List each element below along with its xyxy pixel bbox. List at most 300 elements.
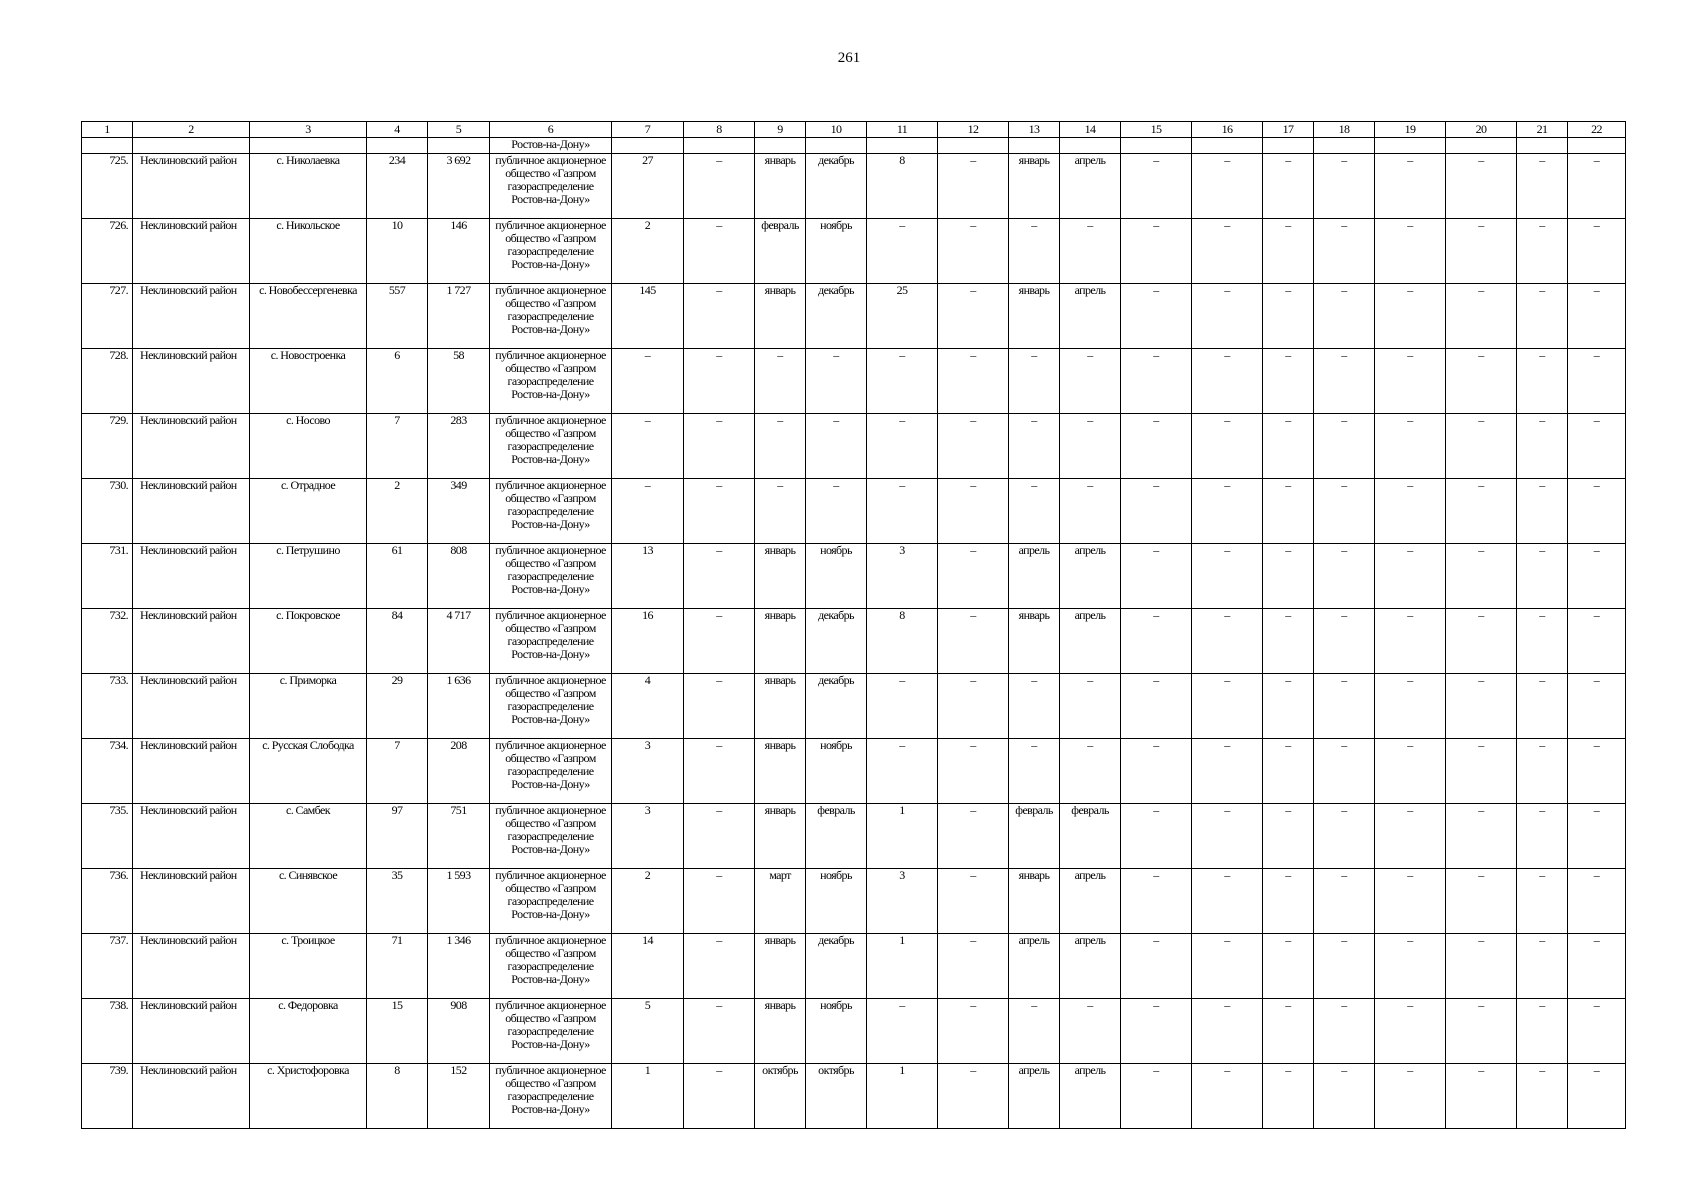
- col-13-month-cell: –: [1009, 414, 1060, 479]
- col-18-value-cell: –: [1314, 544, 1375, 609]
- col-9-month-cell: февраль: [755, 219, 806, 284]
- header-cell-6: 6: [490, 122, 612, 138]
- continuation-empty-cell: [1121, 138, 1192, 154]
- col-18-value-cell: –: [1314, 674, 1375, 739]
- col-21-value-cell: –: [1517, 154, 1568, 219]
- col-22-value-cell: –: [1568, 674, 1626, 739]
- row-number-cell: 735.: [82, 804, 133, 869]
- header-cell-22: 22: [1568, 122, 1626, 138]
- col-7-value-cell: 2: [612, 219, 684, 284]
- header-cell-5: 5: [428, 122, 490, 138]
- col-12-value-cell: –: [938, 154, 1009, 219]
- col-22-value-cell: –: [1568, 609, 1626, 674]
- col-10-month-cell: февраль: [806, 804, 867, 869]
- organization-cell: публичное акционерное общество «Газпром газораспределение Ростов-на-Дону»: [490, 674, 612, 739]
- col-8-value-cell: –: [684, 869, 755, 934]
- col-11-value-cell: –: [867, 219, 938, 284]
- district-cell: Неклиновский район: [133, 479, 250, 544]
- col-4-value-cell: 6: [367, 349, 428, 414]
- col-20-value-cell: –: [1446, 219, 1517, 284]
- continuation-empty-cell: [1263, 138, 1314, 154]
- organization-cell: публичное акционерное общество «Газпром газораспределение Ростов-на-Дону»: [490, 739, 612, 804]
- table-row: [82, 219, 1626, 284]
- col-11-value-cell: –: [867, 739, 938, 804]
- col-15-value-cell: –: [1121, 219, 1192, 284]
- district-cell: Неклиновский район: [133, 739, 250, 804]
- col-13-month-cell: апрель: [1009, 1064, 1060, 1129]
- col-22-value-cell: –: [1568, 804, 1626, 869]
- continuation-empty-cell: [1009, 138, 1060, 154]
- col-20-value-cell: –: [1446, 349, 1517, 414]
- col-18-value-cell: –: [1314, 999, 1375, 1064]
- continuation-empty-cell: [428, 138, 490, 154]
- col-11-value-cell: –: [867, 349, 938, 414]
- col-9-month-cell: январь: [755, 804, 806, 869]
- col-18-value-cell: –: [1314, 284, 1375, 349]
- col-14-month-cell: апрель: [1060, 1064, 1121, 1129]
- settlement-cell: с. Синявское: [250, 869, 367, 934]
- table-row: [82, 804, 1626, 869]
- col-4-value-cell: 2: [367, 479, 428, 544]
- col-8-value-cell: –: [684, 934, 755, 999]
- col-21-value-cell: –: [1517, 479, 1568, 544]
- district-cell: Неклиновский район: [133, 219, 250, 284]
- row-number-cell: 728.: [82, 349, 133, 414]
- col-19-value-cell: –: [1375, 609, 1446, 674]
- row-number-cell: 734.: [82, 739, 133, 804]
- row-number-cell: 731.: [82, 544, 133, 609]
- table-row: [82, 544, 1626, 609]
- col-11-value-cell: –: [867, 999, 938, 1064]
- col-22-value-cell: –: [1568, 479, 1626, 544]
- col-5-value-cell: 208: [428, 739, 490, 804]
- col-14-month-cell: февраль: [1060, 804, 1121, 869]
- row-number-cell: 727.: [82, 284, 133, 349]
- table-row: [82, 154, 1626, 219]
- district-cell: Неклиновский район: [133, 414, 250, 479]
- col-9-month-cell: январь: [755, 739, 806, 804]
- col-17-value-cell: –: [1263, 934, 1314, 999]
- continuation-empty-cell: [367, 138, 428, 154]
- col-4-value-cell: 97: [367, 804, 428, 869]
- col-19-value-cell: –: [1375, 804, 1446, 869]
- col-10-month-cell: –: [806, 479, 867, 544]
- header-cell-20: 20: [1446, 122, 1517, 138]
- header-cell-10: 10: [806, 122, 867, 138]
- col-17-value-cell: –: [1263, 219, 1314, 284]
- col-20-value-cell: –: [1446, 154, 1517, 219]
- district-cell: Неклиновский район: [133, 674, 250, 739]
- col-9-month-cell: март: [755, 869, 806, 934]
- col-20-value-cell: –: [1446, 674, 1517, 739]
- col-15-value-cell: –: [1121, 869, 1192, 934]
- col-8-value-cell: –: [684, 1064, 755, 1129]
- continuation-empty-cell: [1375, 138, 1446, 154]
- col-5-value-cell: 808: [428, 544, 490, 609]
- header-cell-14: 14: [1060, 122, 1121, 138]
- col-21-value-cell: –: [1517, 1064, 1568, 1129]
- organization-cell: публичное акционерное общество «Газпром газораспределение Ростов-на-Дону»: [490, 1064, 612, 1129]
- table-row: [82, 674, 1626, 739]
- settlement-cell: с. Петрушино: [250, 544, 367, 609]
- col-21-value-cell: –: [1517, 804, 1568, 869]
- continuation-empty-cell: [755, 138, 806, 154]
- col-17-value-cell: –: [1263, 804, 1314, 869]
- row-number-cell: 738.: [82, 999, 133, 1064]
- col-16-value-cell: –: [1192, 609, 1263, 674]
- col-13-month-cell: –: [1009, 739, 1060, 804]
- col-20-value-cell: –: [1446, 479, 1517, 544]
- col-9-month-cell: январь: [755, 284, 806, 349]
- col-17-value-cell: –: [1263, 869, 1314, 934]
- organization-cell: публичное акционерное общество «Газпром газораспределение Ростов-на-Дону»: [490, 804, 612, 869]
- col-18-value-cell: –: [1314, 154, 1375, 219]
- settlement-cell: с. Новостроенка: [250, 349, 367, 414]
- col-4-value-cell: 234: [367, 154, 428, 219]
- row-number-cell: 736.: [82, 869, 133, 934]
- row-number-cell: 725.: [82, 154, 133, 219]
- col-16-value-cell: –: [1192, 219, 1263, 284]
- col-8-value-cell: –: [684, 154, 755, 219]
- col-5-value-cell: 1 727: [428, 284, 490, 349]
- col-9-month-cell: –: [755, 414, 806, 479]
- col-17-value-cell: –: [1263, 154, 1314, 219]
- col-17-value-cell: –: [1263, 414, 1314, 479]
- col-14-month-cell: –: [1060, 479, 1121, 544]
- col-13-month-cell: апрель: [1009, 934, 1060, 999]
- col-15-value-cell: –: [1121, 414, 1192, 479]
- col-20-value-cell: –: [1446, 284, 1517, 349]
- settlement-cell: с. Носово: [250, 414, 367, 479]
- col-12-value-cell: –: [938, 219, 1009, 284]
- header-row: [82, 122, 1626, 138]
- header-cell-19: 19: [1375, 122, 1446, 138]
- district-cell: Неклиновский район: [133, 804, 250, 869]
- col-15-value-cell: –: [1121, 1064, 1192, 1129]
- col-17-value-cell: –: [1263, 1064, 1314, 1129]
- col-18-value-cell: –: [1314, 869, 1375, 934]
- col-12-value-cell: –: [938, 544, 1009, 609]
- col-10-month-cell: ноябрь: [806, 544, 867, 609]
- header-cell-3: 3: [250, 122, 367, 138]
- organization-cell: публичное акционерное общество «Газпром газораспределение Ростов-на-Дону»: [490, 869, 612, 934]
- col-10-month-cell: –: [806, 349, 867, 414]
- col-19-value-cell: –: [1375, 934, 1446, 999]
- col-14-month-cell: –: [1060, 674, 1121, 739]
- col-9-month-cell: октябрь: [755, 1064, 806, 1129]
- col-22-value-cell: –: [1568, 414, 1626, 479]
- col-8-value-cell: –: [684, 999, 755, 1064]
- col-5-value-cell: 751: [428, 804, 490, 869]
- col-12-value-cell: –: [938, 479, 1009, 544]
- col-19-value-cell: –: [1375, 479, 1446, 544]
- organization-cell: публичное акционерное общество «Газпром газораспределение Ростов-на-Дону»: [490, 414, 612, 479]
- col-13-month-cell: февраль: [1009, 804, 1060, 869]
- col-16-value-cell: –: [1192, 479, 1263, 544]
- col-12-value-cell: –: [938, 869, 1009, 934]
- col-7-value-cell: 16: [612, 609, 684, 674]
- settlement-cell: с. Николаевка: [250, 154, 367, 219]
- col-17-value-cell: –: [1263, 349, 1314, 414]
- col-11-value-cell: 8: [867, 154, 938, 219]
- col-19-value-cell: –: [1375, 154, 1446, 219]
- col-5-value-cell: 58: [428, 349, 490, 414]
- col-12-value-cell: –: [938, 349, 1009, 414]
- organization-cell: публичное акционерное общество «Газпром газораспределение Ростов-на-Дону»: [490, 154, 612, 219]
- district-cell: Неклиновский район: [133, 544, 250, 609]
- row-number-cell: 737.: [82, 934, 133, 999]
- col-5-value-cell: 908: [428, 999, 490, 1064]
- organization-cell: публичное акционерное общество «Газпром газораспределение Ростов-на-Дону»: [490, 479, 612, 544]
- col-12-value-cell: –: [938, 609, 1009, 674]
- col-7-value-cell: –: [612, 349, 684, 414]
- col-17-value-cell: –: [1263, 674, 1314, 739]
- col-20-value-cell: –: [1446, 1064, 1517, 1129]
- col-21-value-cell: –: [1517, 349, 1568, 414]
- col-13-month-cell: –: [1009, 479, 1060, 544]
- district-cell: Неклиновский район: [133, 999, 250, 1064]
- settlement-cell: с. Приморка: [250, 674, 367, 739]
- organization-cell: публичное акционерное общество «Газпром газораспределение Ростов-на-Дону»: [490, 609, 612, 674]
- col-5-value-cell: 152: [428, 1064, 490, 1129]
- district-cell: Неклиновский район: [133, 284, 250, 349]
- organization-cell: публичное акционерное общество «Газпром газораспределение Ростов-на-Дону»: [490, 999, 612, 1064]
- row-number-cell: 730.: [82, 479, 133, 544]
- col-4-value-cell: 61: [367, 544, 428, 609]
- col-11-value-cell: 3: [867, 869, 938, 934]
- col-16-value-cell: –: [1192, 739, 1263, 804]
- district-cell: Неклиновский район: [133, 154, 250, 219]
- col-19-value-cell: –: [1375, 1064, 1446, 1129]
- col-11-value-cell: –: [867, 414, 938, 479]
- table-row: [82, 999, 1626, 1064]
- col-16-value-cell: –: [1192, 674, 1263, 739]
- col-14-month-cell: –: [1060, 739, 1121, 804]
- col-4-value-cell: 84: [367, 609, 428, 674]
- col-13-month-cell: январь: [1009, 609, 1060, 674]
- col-12-value-cell: –: [938, 999, 1009, 1064]
- col-5-value-cell: 146: [428, 219, 490, 284]
- col-19-value-cell: –: [1375, 999, 1446, 1064]
- col-5-value-cell: 4 717: [428, 609, 490, 674]
- col-17-value-cell: –: [1263, 544, 1314, 609]
- continuation-empty-cell: [867, 138, 938, 154]
- col-11-value-cell: 25: [867, 284, 938, 349]
- header-cell-7: 7: [612, 122, 684, 138]
- row-number-cell: 726.: [82, 219, 133, 284]
- col-17-value-cell: –: [1263, 284, 1314, 349]
- col-14-month-cell: –: [1060, 349, 1121, 414]
- col-13-month-cell: январь: [1009, 869, 1060, 934]
- col-15-value-cell: –: [1121, 479, 1192, 544]
- col-22-value-cell: –: [1568, 284, 1626, 349]
- col-22-value-cell: –: [1568, 999, 1626, 1064]
- header-cell-18: 18: [1314, 122, 1375, 138]
- col-19-value-cell: –: [1375, 284, 1446, 349]
- col-18-value-cell: –: [1314, 934, 1375, 999]
- district-cell: Неклиновский район: [133, 349, 250, 414]
- col-11-value-cell: –: [867, 674, 938, 739]
- col-4-value-cell: 35: [367, 869, 428, 934]
- col-8-value-cell: –: [684, 609, 755, 674]
- table-row: [82, 1064, 1626, 1129]
- settlement-cell: с. Отрадное: [250, 479, 367, 544]
- col-4-value-cell: 7: [367, 414, 428, 479]
- settlement-cell: с. Федоровка: [250, 999, 367, 1064]
- col-10-month-cell: декабрь: [806, 934, 867, 999]
- col-14-month-cell: апрель: [1060, 154, 1121, 219]
- col-12-value-cell: –: [938, 934, 1009, 999]
- col-13-month-cell: –: [1009, 219, 1060, 284]
- data-table: [81, 121, 1626, 1129]
- col-22-value-cell: –: [1568, 154, 1626, 219]
- col-8-value-cell: –: [684, 349, 755, 414]
- continuation-empty-cell: [133, 138, 250, 154]
- col-15-value-cell: –: [1121, 349, 1192, 414]
- col-5-value-cell: 1 346: [428, 934, 490, 999]
- header-cell-2: 2: [133, 122, 250, 138]
- header-cell-16: 16: [1192, 122, 1263, 138]
- table-row: [82, 349, 1626, 414]
- header-cell-21: 21: [1517, 122, 1568, 138]
- header-cell-4: 4: [367, 122, 428, 138]
- page-number: 261: [837, 50, 861, 66]
- col-8-value-cell: –: [684, 544, 755, 609]
- col-7-value-cell: 3: [612, 804, 684, 869]
- col-19-value-cell: –: [1375, 349, 1446, 414]
- col-18-value-cell: –: [1314, 219, 1375, 284]
- continuation-empty-cell: [1446, 138, 1517, 154]
- col-21-value-cell: –: [1517, 999, 1568, 1064]
- col-13-month-cell: –: [1009, 999, 1060, 1064]
- col-13-month-cell: –: [1009, 674, 1060, 739]
- col-15-value-cell: –: [1121, 804, 1192, 869]
- col-20-value-cell: –: [1446, 999, 1517, 1064]
- header-cell-15: 15: [1121, 122, 1192, 138]
- col-22-value-cell: –: [1568, 934, 1626, 999]
- continuation-row: [82, 138, 1626, 154]
- row-number-cell: 732.: [82, 609, 133, 674]
- col-5-value-cell: 3 692: [428, 154, 490, 219]
- row-number-cell: 733.: [82, 674, 133, 739]
- settlement-cell: с. Новобессергеневка: [250, 284, 367, 349]
- col-15-value-cell: –: [1121, 934, 1192, 999]
- col-18-value-cell: –: [1314, 1064, 1375, 1129]
- organization-cell: публичное акционерное общество «Газпром газораспределение Ростов-на-Дону»: [490, 934, 612, 999]
- continuation-empty-cell: [1568, 138, 1626, 154]
- row-number-cell: 729.: [82, 414, 133, 479]
- continuation-empty-cell: [938, 138, 1009, 154]
- col-4-value-cell: 7: [367, 739, 428, 804]
- col-22-value-cell: –: [1568, 1064, 1626, 1129]
- col-10-month-cell: декабрь: [806, 674, 867, 739]
- col-21-value-cell: –: [1517, 609, 1568, 674]
- col-12-value-cell: –: [938, 739, 1009, 804]
- col-14-month-cell: –: [1060, 219, 1121, 284]
- col-14-month-cell: апрель: [1060, 284, 1121, 349]
- col-15-value-cell: –: [1121, 999, 1192, 1064]
- district-cell: Неклиновский район: [133, 869, 250, 934]
- table-row: [82, 479, 1626, 544]
- col-22-value-cell: –: [1568, 544, 1626, 609]
- col-10-month-cell: октябрь: [806, 1064, 867, 1129]
- col-9-month-cell: –: [755, 479, 806, 544]
- col-7-value-cell: 3: [612, 739, 684, 804]
- col-18-value-cell: –: [1314, 414, 1375, 479]
- col-8-value-cell: –: [684, 739, 755, 804]
- col-7-value-cell: –: [612, 414, 684, 479]
- col-20-value-cell: –: [1446, 414, 1517, 479]
- col-8-value-cell: –: [684, 284, 755, 349]
- col-7-value-cell: –: [612, 479, 684, 544]
- col-19-value-cell: –: [1375, 739, 1446, 804]
- col-21-value-cell: –: [1517, 544, 1568, 609]
- continuation-organization: Ростов-на-Дону»: [490, 138, 612, 154]
- col-8-value-cell: –: [684, 414, 755, 479]
- settlement-cell: с. Самбек: [250, 804, 367, 869]
- continuation-empty-cell: [612, 138, 684, 154]
- continuation-empty-cell: [82, 138, 133, 154]
- col-21-value-cell: –: [1517, 869, 1568, 934]
- col-10-month-cell: ноябрь: [806, 219, 867, 284]
- col-4-value-cell: 10: [367, 219, 428, 284]
- col-4-value-cell: 15: [367, 999, 428, 1064]
- col-9-month-cell: январь: [755, 934, 806, 999]
- col-13-month-cell: январь: [1009, 284, 1060, 349]
- col-7-value-cell: 1: [612, 1064, 684, 1129]
- col-12-value-cell: –: [938, 414, 1009, 479]
- col-17-value-cell: –: [1263, 999, 1314, 1064]
- col-15-value-cell: –: [1121, 154, 1192, 219]
- settlement-cell: с. Никольское: [250, 219, 367, 284]
- col-21-value-cell: –: [1517, 674, 1568, 739]
- col-9-month-cell: январь: [755, 674, 806, 739]
- continuation-empty-cell: [1060, 138, 1121, 154]
- col-22-value-cell: –: [1568, 219, 1626, 284]
- col-14-month-cell: апрель: [1060, 869, 1121, 934]
- header-cell-1: 1: [82, 122, 133, 138]
- col-7-value-cell: 145: [612, 284, 684, 349]
- header-cell-13: 13: [1009, 122, 1060, 138]
- row-number-cell: 739.: [82, 1064, 133, 1129]
- col-10-month-cell: декабрь: [806, 609, 867, 674]
- col-16-value-cell: –: [1192, 1064, 1263, 1129]
- col-12-value-cell: –: [938, 284, 1009, 349]
- col-21-value-cell: –: [1517, 219, 1568, 284]
- col-19-value-cell: –: [1375, 544, 1446, 609]
- settlement-cell: с. Покровское: [250, 609, 367, 674]
- col-9-month-cell: январь: [755, 154, 806, 219]
- col-8-value-cell: –: [684, 674, 755, 739]
- organization-cell: публичное акционерное общество «Газпром газораспределение Ростов-на-Дону»: [490, 349, 612, 414]
- col-19-value-cell: –: [1375, 869, 1446, 934]
- district-cell: Неклиновский район: [133, 609, 250, 674]
- col-15-value-cell: –: [1121, 674, 1192, 739]
- col-7-value-cell: 2: [612, 869, 684, 934]
- table-row: [82, 284, 1626, 349]
- col-15-value-cell: –: [1121, 739, 1192, 804]
- district-cell: Неклиновский район: [133, 934, 250, 999]
- col-11-value-cell: 1: [867, 1064, 938, 1129]
- col-5-value-cell: 349: [428, 479, 490, 544]
- col-10-month-cell: ноябрь: [806, 869, 867, 934]
- col-17-value-cell: –: [1263, 739, 1314, 804]
- col-7-value-cell: 27: [612, 154, 684, 219]
- col-7-value-cell: 4: [612, 674, 684, 739]
- col-11-value-cell: –: [867, 479, 938, 544]
- organization-cell: публичное акционерное общество «Газпром газораспределение Ростов-на-Дону»: [490, 284, 612, 349]
- col-14-month-cell: апрель: [1060, 544, 1121, 609]
